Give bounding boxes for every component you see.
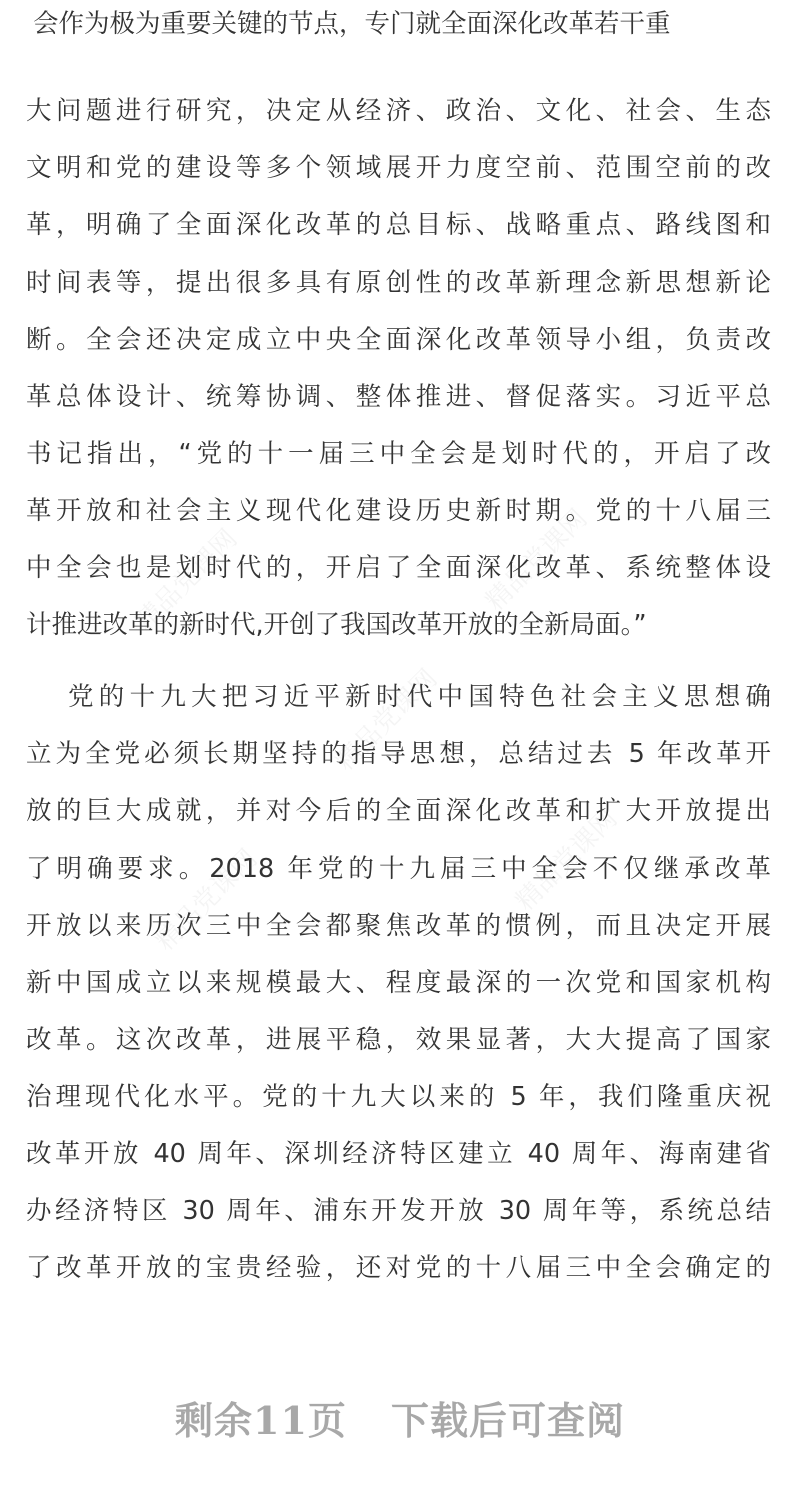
paragraph-3-line-5: 开放以来历次三中全会都聚焦改革的惯例，而且决定开展 [26,911,771,941]
paragraph-2-line-8: 革开放和社会主义现代化建设历史新时期。党的十八届三 [26,496,771,526]
download-to-view-text: 下载后可查阅 [390,1398,625,1443]
paragraph-2-line-7: 书记指出，“党的十一届三中全会是划时代的，开启了改 [26,439,771,469]
watermark: 精品党课网 [330,663,444,777]
paragraph-3-line-3: 放的巨大成就，并对今后的全面深化改革和扩大开放提出 [26,796,771,826]
paragraph-2-line-3: 革，明确了全面深化改革的总目标、战略重点、路线图和 [26,210,771,240]
paragraph-2-line-5: 断。全会还决定成立中央全面深化改革领导小组，负责改 [26,325,771,355]
remaining-pages-banner[interactable] [0,1390,800,1445]
paragraph-3-line-6: 新中国成立以来规模最大、程度最深的一次党和国家机构 [26,968,771,998]
paragraph-3-line-10: 办经济特区 30 周年、浦东开发开放 30 周年等，系统总结 [26,1196,771,1226]
paragraph-2-line-1: 大问题进行研究，决定从经济、政治、文化、社会、生态 [26,96,771,126]
paragraph-3-line-11: 了改革开放的宝贵经验，还对党的十八届三中全会确定的 [26,1253,771,1283]
paragraph-2-line-2: 文明和党的建设等多个领域展开力度空前、范围空前的改 [26,153,771,183]
watermark: 精品党课网 [150,843,264,957]
paragraph-3-line-7: 改革。这次改革，进展平稳，效果显著，大大提高了国家 [26,1025,771,1055]
remaining-pages-text: 剩余11页 [175,1398,347,1443]
paragraph-3-line-9: 改革开放 40 周年、深圳经济特区建立 40 周年、海南建省 [26,1139,771,1169]
paragraph-3-line-2: 立为全党必须长期坚持的指导思想，总结过去 5 年改革开 [26,739,771,769]
watermark: 精品党课网 [130,523,244,637]
watermark: 精品党课网 [480,503,594,617]
paragraph-3-line-1: 党的十九大把习近平新时代中国特色社会主义思想确 [68,682,771,712]
paragraph-2-line-4: 时间表等，提出很多具有原创性的改革新理念新思想新论 [26,268,771,298]
paragraph-3-line-8: 治理现代化水平。党的十九大以来的 5 年，我们隆重庆祝 [26,1082,771,1112]
paragraph-1-line-1: 会作为极为重要关键的节点，专门就全面深化改革若干重 [33,9,671,39]
paragraph-2-line-6: 革总体设计、统筹协调、整体推进、督促落实。习近平总 [26,382,771,412]
watermark: 精品党课网 [510,803,624,917]
paragraph-3-line-4: 了明确要求。2018 年党的十九届三中全会不仅继承改革 [26,854,771,884]
paragraph-2-line-10: 计推进改革的新时代,开创了我国改革开放的全新局面。” [26,610,647,640]
paragraph-2-line-9: 中全会也是划时代的，开启了全面深化改革、系统整体设 [26,553,771,583]
